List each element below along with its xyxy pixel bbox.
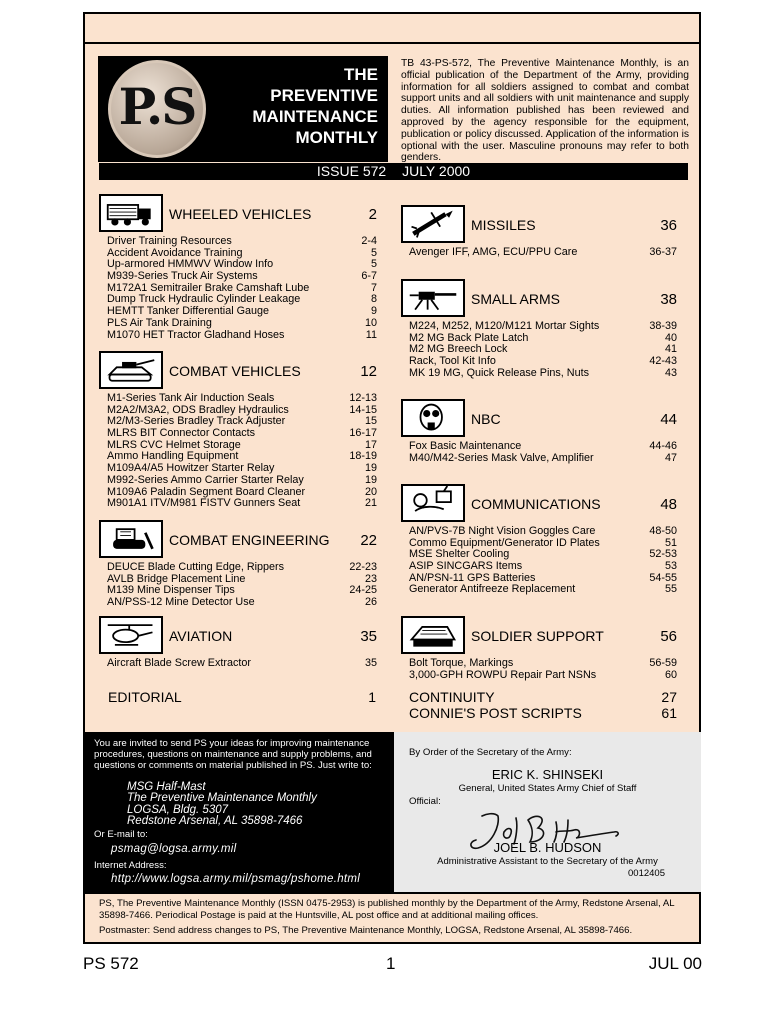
top-strip [85,14,699,44]
toc-item-text: M901A1 ITV/M981 FISTV Gunners Seat [107,497,301,510]
toc-item-page: 9 [370,305,377,318]
section-header[interactable] [99,616,377,656]
tank-icon [99,351,163,389]
section-title: NBC [471,411,501,427]
section-title: AVIATION [169,628,233,644]
section-page: 2 [368,206,377,223]
postscripts-page: 61 [661,705,677,721]
toc-item-text: Rack, Tool Kit Info [409,355,496,368]
toc-item-text: AN/PSS-12 Mine Detector Use [107,596,255,609]
toc-item-page: 11 [365,328,377,341]
toc-item-page: 24-25 [349,584,377,597]
toc-item-text: HEMTT Tanker Differential Gauge [107,305,270,318]
address-line: LOGSA, Bldg. 5307 [127,803,229,816]
chief-of-staff-name: ERIC K. SHINSEKI [491,767,604,782]
toc-item-text: AN/PVS-7B Night Vision Goggles Care [409,525,596,537]
official-label: Official: [409,796,441,807]
email-link[interactable]: psmag@logsa.army.mil [111,843,237,855]
toc-item-page: 52-53 [649,548,677,561]
section-title: SMALL ARMS [471,291,560,307]
toc-item-page: 23 [364,572,377,585]
toc-item-text: M2 MG Back Plate Latch [409,331,529,344]
toc-item-page: 6-7 [361,270,377,283]
logo-title-line: MAINTENANCE [252,107,378,126]
toc-item-page: 12-13 [349,392,377,404]
toc-item-page: 55 [664,583,677,596]
section-items [99,236,377,341]
ps-logo [98,56,388,162]
chief-of-staff-title: General, United States Army Chief of Staff [458,783,637,794]
section-page: 35 [360,628,377,645]
section-page: 22 [360,532,377,549]
email-label: Or E-mail to: [94,829,148,840]
toc-item[interactable] [401,453,677,465]
toc-item-text: M40/M42-Series Mask Valve, Amplifier [409,451,594,464]
continuity-entry[interactable] [409,689,677,705]
section-header[interactable] [401,484,677,524]
continuity-label: CONTINUITY [409,689,495,705]
issue-bar [99,163,688,180]
authority-order: By Order of the Secretary of the Army: [409,747,572,758]
section-page: 48 [660,496,677,513]
toc-item-text: Bolt Torque, Markings [409,657,514,669]
admin-assistant-name: JOEL B. HUDSON [493,840,602,855]
section-title: COMBAT VEHICLES [169,363,301,379]
editorial-page: 1 [368,689,376,705]
section-items [99,658,377,670]
logo-title [228,64,378,148]
machine-gun-icon [401,279,465,317]
section-items [401,441,677,464]
toc-item-text: MK 19 MG, Quick Release Pins, Nuts [409,366,590,379]
toc-section [401,484,677,596]
toc-item-text: DEUCE Blade Cutting Edge, Rippers [107,561,285,573]
toc-item-text: M2 MG Breech Lock [409,343,508,356]
internet-label: Internet Address: [94,860,167,871]
toc-item-text: Fox Basic Maintenance [409,440,522,452]
toc-item-page: 40 [664,331,677,344]
address-line: Redstone Arsenal, AL 35898-7466 [127,815,303,828]
editorial-entry[interactable] [108,689,376,705]
toc-item-text: M224, M252, M120/M121 Mortar Sights [409,320,600,332]
section-page: 56 [660,628,677,645]
toc-item[interactable] [99,658,377,670]
toc-item-page: 48-50 [649,525,677,537]
truck-icon [99,194,163,232]
editorial-label: EDITORIAL [108,689,182,705]
toc-item-page: 22-23 [349,561,377,573]
toc-item[interactable] [99,330,377,342]
publication-notice-box [85,892,699,944]
helicopter-icon [99,616,163,654]
toc-item-page: 35 [364,657,377,669]
toc-section [401,279,677,379]
section-header[interactable] [99,194,377,234]
footer-page-number: 1 [386,954,396,973]
toc-section [401,205,677,259]
toc-item-page: 44-46 [649,440,677,452]
toc-item-text: Driver Training Resources [107,235,232,247]
section-page: 12 [360,363,377,380]
toc-item-text: PLS Air Tank Draining [107,316,212,329]
missile-icon [401,205,465,243]
toc-item-page: 21 [364,497,377,510]
logo-title-line: PREVENTIVE [270,86,378,105]
authority-box [394,732,701,892]
toc-item-text: AN/PSN-11 GPS Batteries [409,571,536,584]
issue-date: JULY 2000 [402,163,471,179]
toc-item-text: M1070 HET Tractor Gladhand Hoses [107,328,285,341]
toc-item-text: Ammo Handling Equipment [107,450,239,463]
footer-date: JUL 00 [648,954,702,973]
toc-item-page: 19 [364,462,377,475]
logo-title-line: THE [344,65,378,84]
issue-number: ISSUE 572 [316,163,387,179]
toc-item-text: Commo Equipment/Generator ID Plates [409,536,600,549]
authority-number: 0012405 [628,868,665,879]
section-header[interactable] [401,205,677,245]
toc-item-page: 2-4 [361,235,377,247]
toc-item-text: ASIP SINCGARS Items [409,560,523,573]
radio-operator-icon [401,484,465,522]
section-header[interactable] [401,399,677,439]
toc-item-text: AVLB Bridge Placement Line [107,572,246,585]
section-items [401,247,677,259]
toc-item-text: Avenger IFF, AMG, ECU/PPU Care [409,246,578,258]
section-title: COMMUNICATIONS [471,496,601,512]
section-title: SOLDIER SUPPORT [471,628,604,644]
magazine-page [83,12,701,944]
section-header[interactable] [99,520,377,560]
logo-letters: P.S [118,77,196,136]
toc-item[interactable] [401,584,677,596]
contact-invite: You are invited to send PS your ideas for improving maintenance procedures, questions on maintenance and supply problems, and questions or comments on material published in PS. Just write to: [94,738,372,772]
section-page: 36 [660,217,677,234]
section-page: 38 [660,291,677,308]
toc-item-page: 5 [370,246,377,259]
publication-notice: PS, The Preventive Maintenance Monthly (ISSN 0475-2953) is published monthly by the Department of the Army, Redstone Arsenal, AL 35898-7466. Periodical Postage is paid at the Huntsville, AL post office and at additional mailing offices. [99,898,675,921]
postscripts-entry[interactable] [409,705,677,721]
section-items [99,562,377,609]
toc-item-text: M1-Series Tank Air Induction Seals [107,392,275,404]
toc-item[interactable] [99,597,377,609]
section-header[interactable] [99,351,377,391]
logo-seal [108,60,206,158]
toc-item-text: M939-Series Truck Air Systems [107,270,258,283]
toc-section [401,399,677,464]
toc-item-page: 14-15 [349,403,377,416]
toc-item-text: MLRS CVC Helmet Storage [107,438,241,451]
toc-section [401,616,677,681]
section-title: MISSILES [471,217,536,233]
toc-item-text: M992-Series Ammo Carrier Starter Relay [107,473,304,486]
publication-intro: TB 43-PS-572, The Preventive Maintenance Monthly, is an official publication of the Department of the Army, providing information for all soldiers assigned to combat and combat support units and all soldiers with unit maintenance and supply duties. All information published has been reviewed and approved by the agency responsible for the equipment, publication or policy discussed. Application of the information is optional with the user. Masculine pronouns may refer to both genders. [401,58,689,164]
toc-item-page: 15 [364,415,377,428]
toc-item-text: Aircraft Blade Screw Extractor [107,657,252,669]
toc-item-page: 10 [364,316,377,329]
logo-title-line: MONTHLY [295,128,378,147]
toc-item-page: 36-37 [649,246,677,258]
section-items [401,321,677,379]
toc-item-page: 54-55 [649,571,677,584]
toc-item-page: 17 [364,438,377,451]
toc-item-text: Dump Truck Hydraulic Cylinder Leakage [107,293,301,306]
toc-section [99,520,377,609]
toc-item-page: 8 [370,293,377,306]
mailing-address [127,782,317,828]
toc-item-page: 5 [370,258,377,271]
toc-item-text: M139 Mine Dispenser Tips [107,584,235,597]
continuity-page: 27 [661,689,677,705]
section-title: COMBAT ENGINEERING [169,532,330,548]
toc-item-page: 42-43 [649,355,677,368]
toc-item-text: Up-armored HMMWV Window Info [107,258,274,271]
toc-section [99,194,377,341]
address-line: MSG Half-Mast [127,781,206,793]
toc-item-page: 60 [664,668,677,681]
toc-item-page: 56-59 [649,657,677,669]
section-title: WHEELED VEHICLES [169,206,312,222]
toc-item-text: 3,000-GPH ROWPU Repair Part NSNs [409,668,597,681]
toc-item-page: 19 [364,473,377,486]
toc-item-text: Accident Avoidance Training [107,246,243,259]
toc-item-text: M172A1 Semitrailer Brake Camshaft Lube [107,281,310,294]
footer-issue: PS 572 [83,954,139,973]
toc-item[interactable] [401,247,677,259]
toc-section [99,616,377,670]
toc-item-page: 43 [664,366,677,379]
toc-item[interactable] [401,368,677,380]
toc-item-page: 20 [364,485,377,498]
section-header[interactable] [401,616,677,656]
toc-item-page: 47 [664,451,677,464]
gas-mask-icon [401,399,465,437]
toc-item[interactable] [99,498,377,510]
toc-item-page: 53 [664,560,677,573]
toc-item-text: M109A4/A5 Howitzer Starter Relay [107,462,275,475]
toc-item-page: 26 [364,596,377,609]
water-purification-icon [401,616,465,654]
toc-item-page: 41 [664,343,677,356]
address-line: The Preventive Maintenance Monthly [127,792,317,805]
toc-item-text: M2A2/M3A2, ODS Bradley Hydraulics [107,403,289,416]
section-items [401,658,677,681]
section-page: 44 [660,411,677,428]
postmaster-notice: Postmaster: Send address changes to PS, The Preventive Maintenance Monthly, LOGSA, Redstone Arsenal, AL 35898-7466. [99,925,633,936]
admin-assistant-title: Administrative Assistant to the Secretary of the Army [437,856,658,867]
toc-item-page: 16-17 [349,427,377,440]
toc-item[interactable] [401,670,677,682]
toc-section [99,351,377,510]
website-link[interactable]: http://www.logsa.army.mil/psmag/pshome.html [111,873,361,885]
toc-item-text: M109A6 Paladin Segment Board Cleaner [107,485,306,498]
section-items [99,393,377,510]
toc-item-page: 38-39 [649,320,677,332]
toc-item-page: 7 [370,281,377,294]
bulldozer-icon [99,520,163,558]
toc-item-text: MSE Shelter Cooling [409,548,510,561]
toc-item-text: Generator Antifreeze Replacement [409,583,576,596]
section-header[interactable] [401,279,677,319]
contact-box [85,732,394,892]
toc-item-page: 18-19 [349,450,377,463]
section-items [401,526,677,596]
toc-item-text: MLRS BIT Connector Contacts [107,427,256,440]
toc-item-text: M2/M3-Series Bradley Track Adjuster [107,415,286,428]
toc-item-page: 51 [664,536,677,549]
postscripts-label: CONNIE'S POST SCRIPTS [409,705,582,721]
